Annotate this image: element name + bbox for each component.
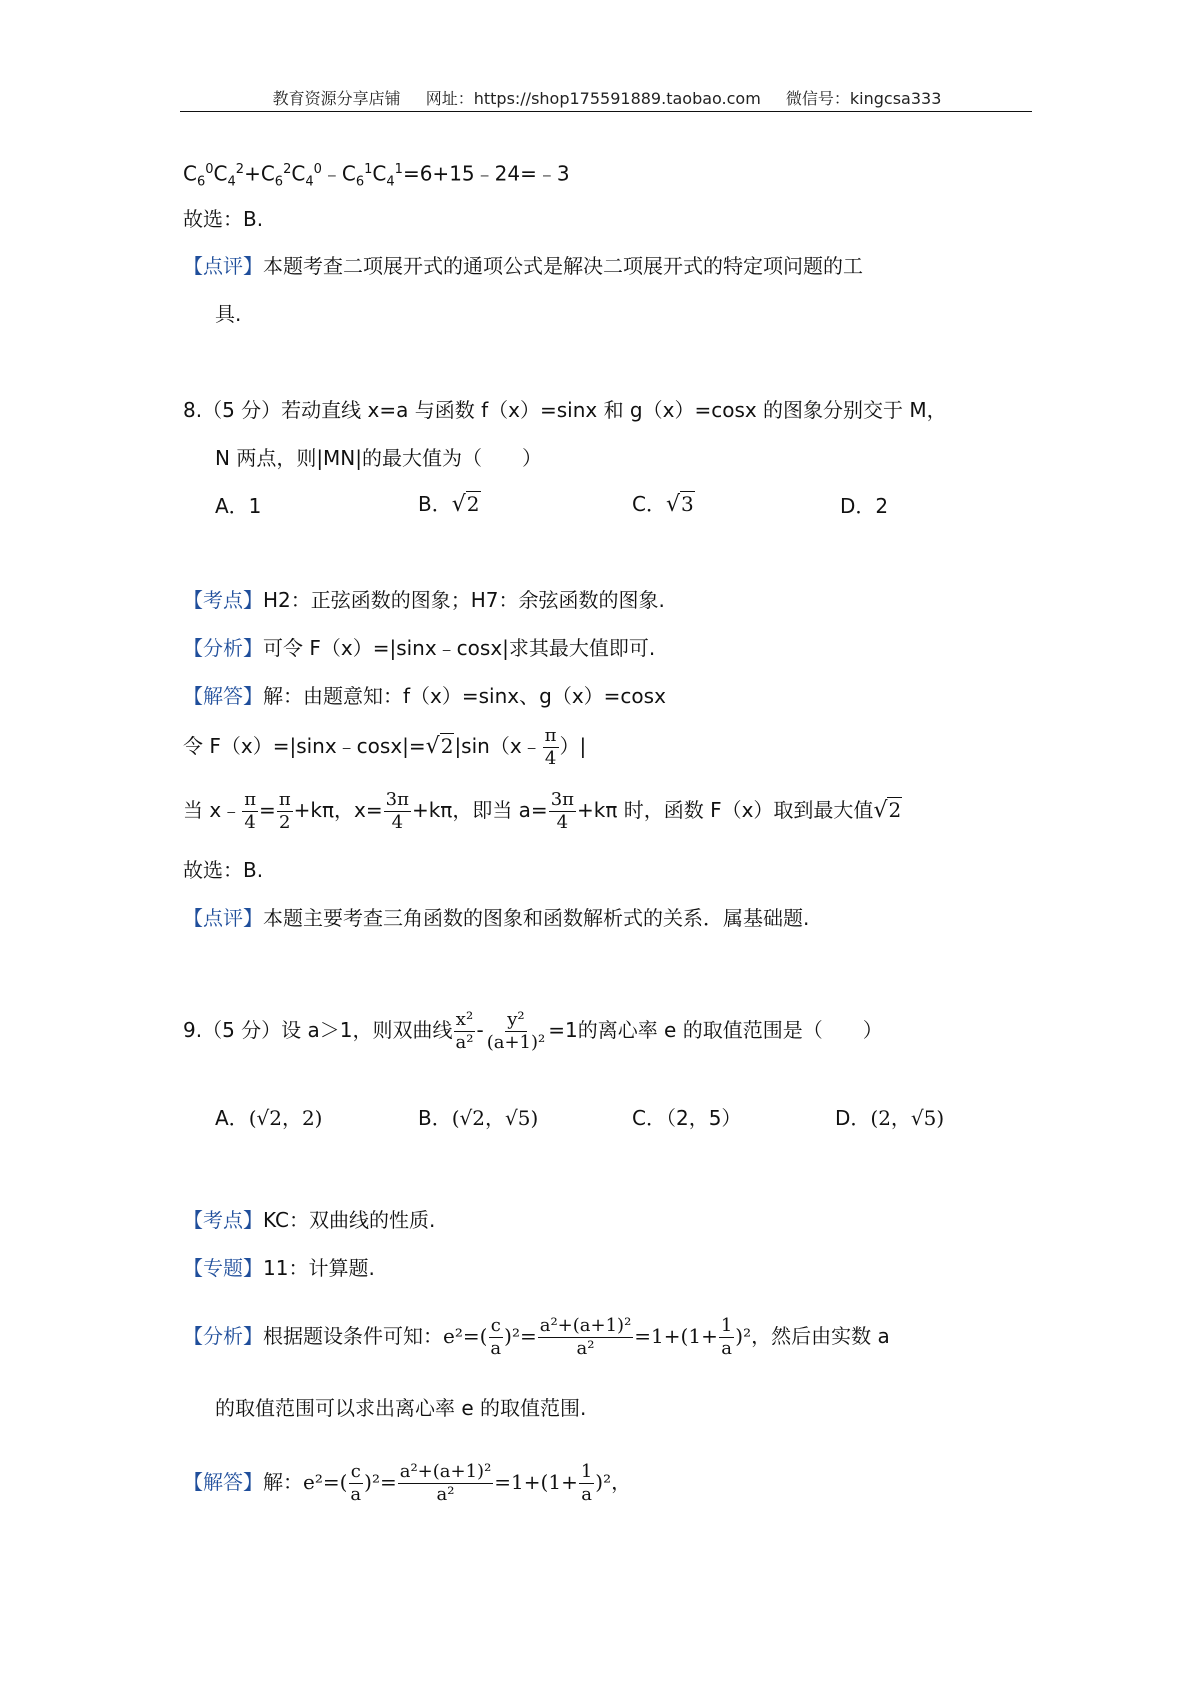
q8-option-d: D．2 [840, 494, 889, 518]
q9-option-d: D．(2，√5) [835, 1106, 945, 1130]
q8-option-c: C．√3 [632, 492, 694, 517]
q8-jieda-line2: 令 F（x）=|sinx﹣cosx|=√2|sin（x﹣ $\frac{\pi}{4}$ ）| [183, 725, 587, 769]
q9-jieda: 【解答】解：e²=( $\frac{c}{a}$ )²= $\frac{\text{a²+(a+1)²}}{\text{a²}}$ =1+(1+ $\frac{1}{a}$ )²， [183, 1461, 632, 1505]
q8-jieda: 【解答】解：由题意知：f（x）=sinx、g（x）=cosx [183, 684, 666, 708]
q8-choose: 故选：B. [183, 858, 264, 882]
page-header [182, 86, 1032, 109]
q9-fenxi: 【分析】根据题设条件可知：e²=( $\frac{c}{a}$ )²= $\frac{\text{a²+(a+1)²}}{\text{a²}}$ =1+(1+ $\frac{1}{a}$ )²，然后由实数 a [183, 1315, 890, 1359]
q8-stem-line2: N 两点，则|MN|的最大值为（ ） [215, 446, 543, 470]
q8-option-b: B．√2 [418, 492, 480, 517]
prev-comment-cont: 具. [215, 302, 242, 326]
q8-comment: 【点评】本题主要考查三角函数的图象和函数解析式的关系．属基础题. [183, 906, 810, 930]
q8-option-a: A．1 [215, 494, 262, 518]
header-shop: 教育资源分享店铺 [272, 89, 401, 108]
q8-fenxi: 【分析】可令 F（x）=|sinx﹣cosx|求其最大值即可. [183, 636, 656, 660]
q9-option-c: C．（2，5） [632, 1106, 742, 1130]
q8-kaodian: 【考点】H2：正弦函数的图象；H7：余弦函数的图象. [183, 588, 665, 612]
q9-fenxi-cont: 的取值范围可以求出离心率 e 的取值范围. [215, 1396, 587, 1420]
header-site: 网址：https://shop175591889.taobao.com [425, 89, 761, 108]
q9-kaodian: 【考点】KC：双曲线的性质. [183, 1208, 436, 1232]
q8-stem-line1: 8.（5 分）若动直线 x=a 与函数 f（x）=sinx 和 g（x）=cosx 的图象分别交于 M， [183, 398, 947, 422]
q9-option-a: A．(√2，2) [215, 1106, 323, 1130]
q8-jieda-line3: 当 x﹣ $\frac{\pi}{4}$ = $\frac{\pi}{2}$ +kπ，x= $\frac{3\pi}{4}$ +kπ，即当 a= $\frac{3\pi}{4}$ +kπ 时，函数 F（x）取到最大值√2 [183, 789, 902, 833]
prev-comment: 【点评】本题考查二项展开式的通项公式是解决二项展开式的特定项问题的工 [183, 254, 863, 278]
header-rule [180, 111, 1032, 112]
q9-zhuanti: 【专题】11：计算题. [183, 1256, 375, 1280]
combination-calc: $C_6^0C_4^2+C_6^2C_4^0﹣C_6^1C_4^1=6+15﹣24=﹣3$ [183, 161, 570, 190]
header-wechat: 微信号：kingcsa333 [785, 89, 942, 108]
q9-stem: 9.（5 分）设 a＞1，则双曲线 $\frac{\text{x²}}{\text{a²}}$ - $\frac{\text{y²}}{\text{(a+1)²}}$ =1的离心率 e 的取值范围是（ ） [183, 1009, 883, 1053]
comment-tag: 【点评】 [183, 254, 263, 278]
prev-choose: 故选：B. [183, 207, 264, 231]
q9-option-b: B．(√2，√5) [418, 1106, 539, 1130]
